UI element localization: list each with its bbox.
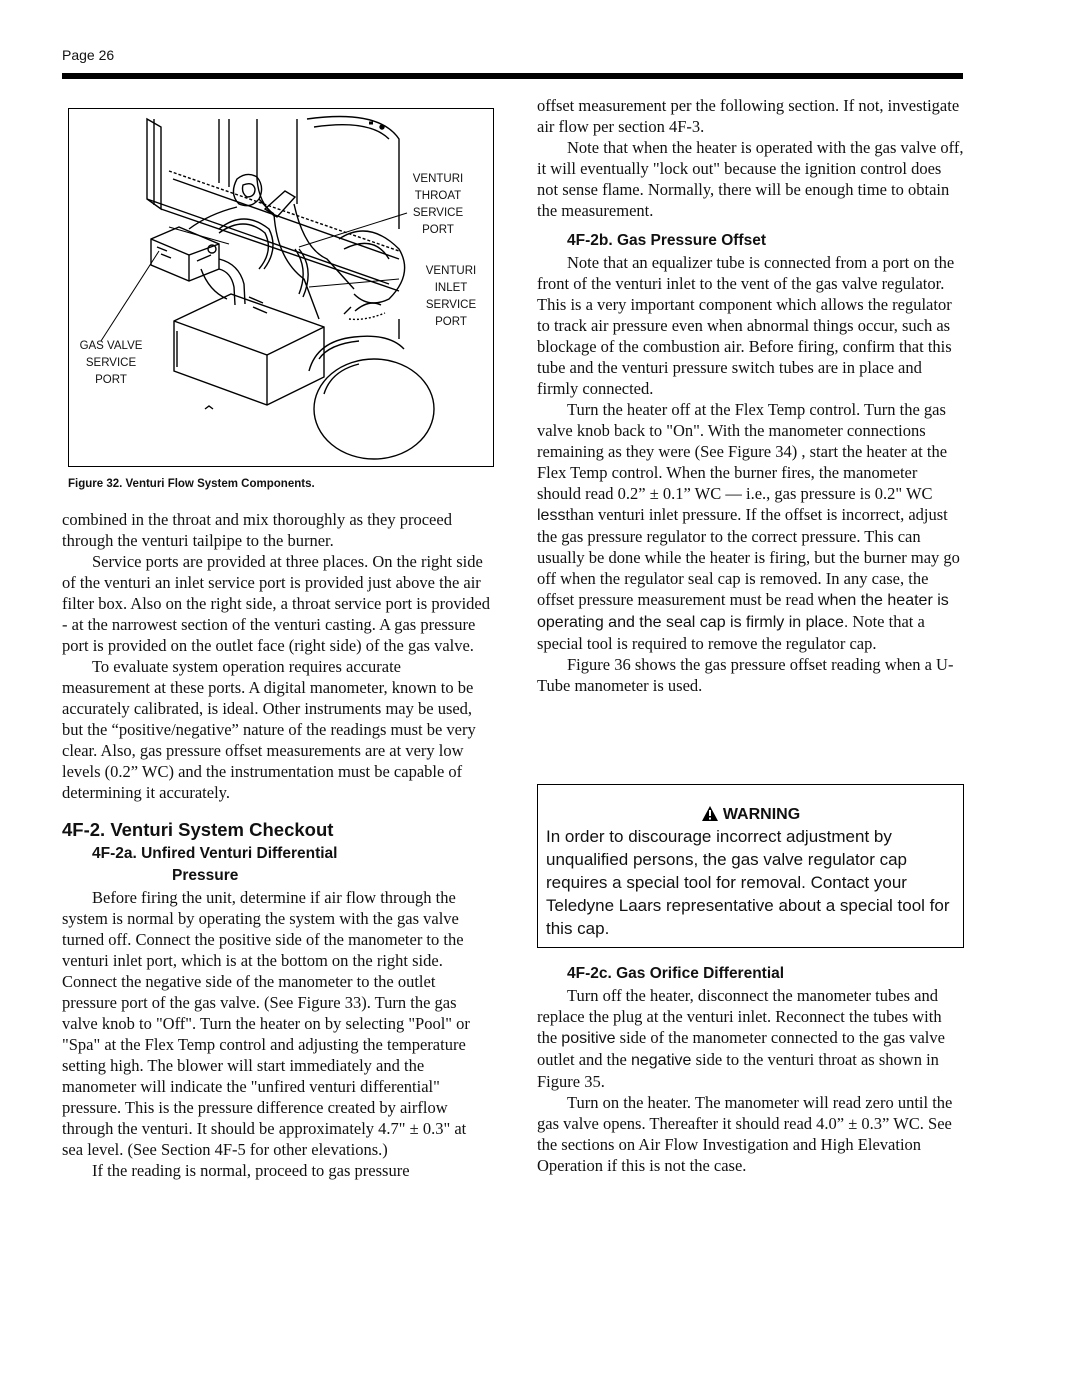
paragraph: Note that when the heater is operated with the gas valve off, it will eventually "lock out" because the ignition control does not sense flame. Normally, there will be enough time to obtain the measurement.	[537, 138, 964, 220]
label-venturi-inlet-service-port: VENTURI INLET SERVICE PORT	[425, 265, 477, 328]
subsection-heading-4f-2a-cont: Pressure	[172, 867, 239, 884]
subsection-heading-4f-2b: 4F-2b. Gas Pressure Offset	[567, 232, 766, 249]
right-column-lower	[537, 963, 965, 1176]
paragraph: combined in the throat and mix thoroughly as they proceed through the venturi tailpipe to the burner.	[62, 510, 452, 550]
paragraph: To evaluate system operation requires accurate measurement at these ports. A digital manometer, known to be accurately calibrated, is ideal. Other instruments may be used, but the “positive/negative” nature of the readings must be very clear. Also, gas pressure offset measurements are at very low levels (0.2” WC) and the instrumentation must be capable of determining it accurately.	[62, 657, 476, 802]
emphasis-operating: when the heater is operating and the seal cap is firmly in place.	[537, 592, 949, 631]
paragraph: Turn on the heater. The manometer will read zero until the gas valve opens. Thereafter it should read 4.0” ± 0.3” WC. See the sections on Air Flow Investigation and High Elevation Operation if this is not the case.	[537, 1093, 953, 1175]
emphasis-negative: negative	[630, 1052, 692, 1069]
paragraph: If the reading is normal, proceed to gas pressure	[92, 1161, 410, 1180]
subsection-heading-4f-2c: 4F-2c. Gas Orifice Differential	[567, 965, 785, 982]
paragraph: Before firing the unit, determine if air flow through the system is normal by operating the system with the gas valve turned off. Connect the positive side of the manometer to the venturi inlet port, which is at the bottom on the right side. Connect the negative side of the manometer to the outlet pressure port of the gas valve. (See Figure 33). Turn the gas valve knob to "Off". Turn the heater on by selecting "Pool" or "Spa" at the Flex Temp control and adjusting the temperature setting high. The blower will start immediately and the manometer will indicate the "unfired venturi differential" pressure. This is the pressure difference created by airflow through the venturi. It should be approximately 4.7" ± 0.3" at sea level. (See Section 4F-5 for other elevations.)	[62, 888, 470, 1159]
figure-caption: Figure 32. Venturi Flow System Components.	[68, 478, 315, 490]
right-column-upper	[537, 95, 965, 696]
paragraph: offset measurement per the following section. If not, investigate air flow per section 4F-3.	[537, 96, 960, 136]
emphasis-less: less	[537, 507, 566, 524]
emphasis-positive: positive	[561, 1030, 616, 1047]
figure-venturi-diagram	[68, 108, 494, 467]
label-gas-valve-service-port: GAS VALVE SERVICE PORT	[79, 340, 143, 386]
paragraph: Turn the heater off at the Flex Temp control. Turn the gas valve knob back to "On". With the manometer connections remaining as they were (See Figure 34) , start the heater at the Flex Temp control. When the burner fires, the manometer should read 0.2” ± 0.1” WC — i.e., gas pressure is 0.2" WC lessthan venturi inlet pressure. If the offset is incorrect, adjust the gas pressure regulator to the correct pressure. This can usually be done while the heater is firing, but the burner may go off when the regulator seal cap is removed. In any case, the offset pressure measurement must be read when the heater is operating and the seal cap is firmly in place. Note that a special tool is required to remove the regulator cap.	[537, 400, 960, 653]
label-venturi-throat-service-port: VENTURI THROAT SERVICE PORT	[412, 173, 464, 236]
left-column	[62, 509, 490, 1181]
warning-text: In order to discourage incorrect adjustment by unqualified persons, the gas valve regulator cap requires a special tool for removal. Contact your Teledyne Laars representative about a special tool for this cap.	[546, 827, 950, 938]
paragraph: Note that an equalizer tube is connected from a port on the front of the venturi inlet to the vent of the gas valve regulator. This is a very important component which allows the regulator to track air pressure even when abnormal things occur, such as blockage of the combustion air. Before firing, confirm that this tube and the venturi pressure switch tubes are in place and firmly connected.	[537, 253, 955, 398]
warning-title: WARNING	[538, 805, 963, 827]
paragraph: Figure 36 shows the gas pressure offset reading when a U-Tube manometer is used.	[537, 655, 954, 695]
section-heading-4f-2: 4F-2. Venturi System Checkout	[62, 819, 334, 840]
warning-box	[537, 784, 964, 948]
paragraph: Service ports are provided at three places. On the right side of the venturi an inlet service port is provided just above the air filter box. Also on the right side, a throat service port is provided - at the narrowest section of the venturi casting. A gas pressure port is provided on the outlet face (right side) of the gas valve.	[62, 552, 490, 655]
warning-triangle-icon	[701, 805, 719, 827]
paragraph: Turn off the heater, disconnect the manometer tubes and replace the plug at the venturi inlet. Reconnect the tubes with the positive side of the manometer connected to the gas valve outlet and the negative side to the venturi throat as shown in Figure 35.	[537, 986, 945, 1091]
subsection-heading-4f-2a: 4F-2a. Unfired Venturi Differential	[92, 845, 338, 862]
header-rule	[62, 73, 963, 79]
page-number: Page 26	[62, 47, 115, 63]
